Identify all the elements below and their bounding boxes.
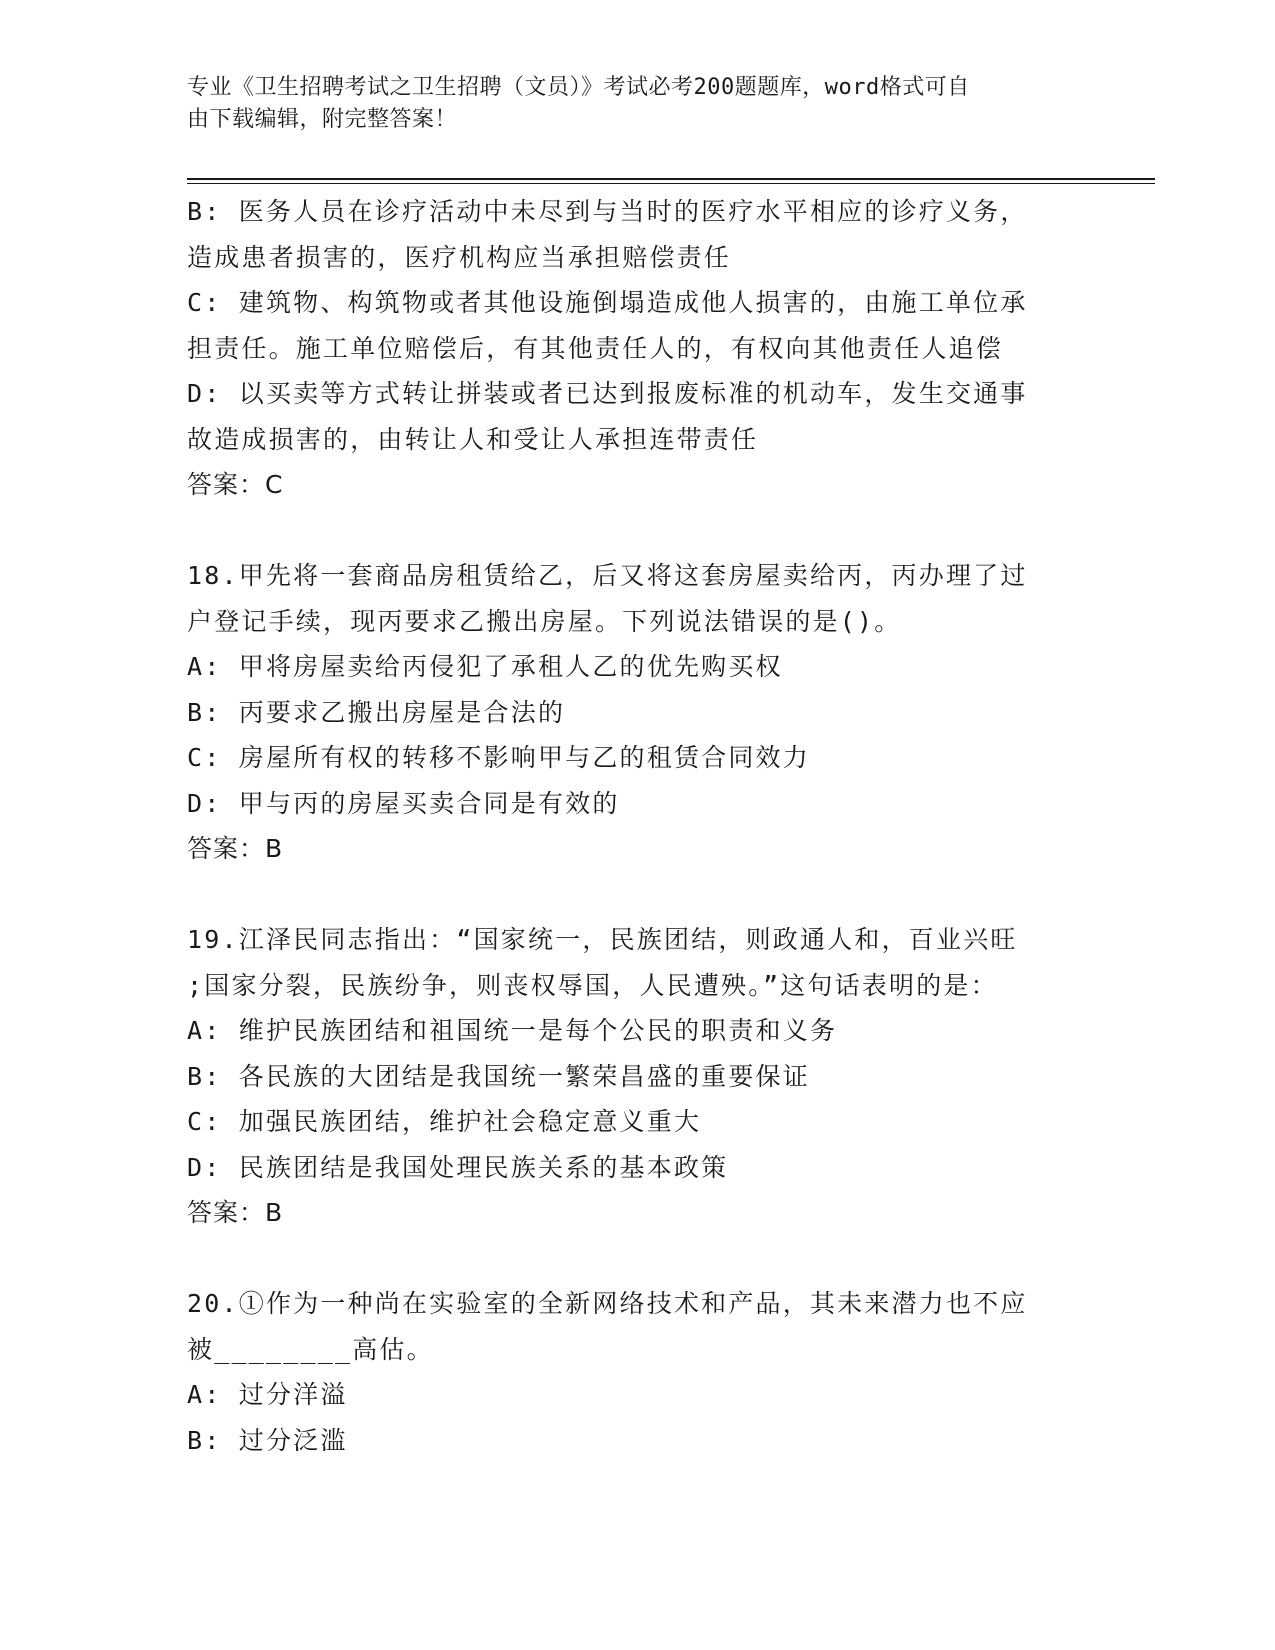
- q17-answer: 答案：C: [187, 470, 284, 499]
- q17-option-c-line-2: 担责任。施工单位赔偿后，有其他责任人的，有权向其他责任人追偿: [187, 333, 1004, 363]
- q17-option-b-line-2: 造成患者损害的，医疗机构应当承担赔偿责任: [187, 242, 732, 272]
- q18-option-a: A: 甲将房屋卖给丙侵犯了承租人乙的优先购买权: [187, 652, 783, 681]
- q17-option-d-line-1: D: 以买卖等方式转让拼装或者已达到报废标准的机动车，发生交通事: [187, 379, 1028, 408]
- q17-option-d-line-2: 故造成损害的，由转让人和受让人承担连带责任: [187, 424, 759, 454]
- question-spacer: [187, 508, 1087, 554]
- q18-answer: 答案：B: [187, 834, 284, 863]
- q18-option-c: C: 房屋所有权的转移不影响甲与乙的租赁合同效力: [187, 743, 810, 772]
- q18-stem-line-2: 户登记手续，现丙要求乙搬出房屋。下列说法错误的是()。: [187, 606, 902, 636]
- q18-option-b: B: 丙要求乙搬出房屋是合法的: [187, 697, 566, 727]
- q19-option-d: D: 民族团结是我国处理民族关系的基本政策: [187, 1152, 729, 1182]
- q20-option-b: B: 过分泛滥: [187, 1425, 348, 1455]
- header-line-2: 由下载编辑，附完整答案！: [187, 107, 458, 132]
- header-line-1: 专业《卫生招聘考试之卫生招聘（文员）》考试必考200题题库，word格式可自: [187, 75, 970, 100]
- question-19: [187, 917, 1087, 1236]
- q17-option-b-line-1: B: 医务人员在诊疗活动中未尽到与当时的医疗水平相应的诊疗义务，: [187, 197, 1028, 226]
- q19-option-b: B: 各民族的大团结是我国统一繁荣昌盛的重要保证: [187, 1061, 810, 1091]
- q20-option-a: A: 过分洋溢: [187, 1380, 348, 1409]
- question-17: [187, 189, 1087, 508]
- q19-stem-line-1: 19.江泽民同志指出：“国家统一，民族团结，则政通人和，百业兴旺: [187, 925, 1018, 954]
- document-body: [187, 189, 1087, 1463]
- question-spacer: [187, 1236, 1087, 1282]
- question-18: [187, 553, 1087, 872]
- q19-option-c: C: 加强民族团结，维护社会稳定意义重大: [187, 1107, 702, 1136]
- q17-option-c-line-1: C: 建筑物、构筑物或者其他设施倒塌造成他人损害的，由施工单位承: [187, 288, 1028, 317]
- question-spacer: [187, 872, 1087, 918]
- q20-stem-line-1: 20.①作为一种尚在实验室的全新网络技术和产品，其未来潜力也不应: [187, 1289, 1028, 1318]
- q19-answer: 答案：B: [187, 1198, 284, 1227]
- q19-stem-line-2: ;国家分裂，民族纷争，则丧权辱国，人民遭殃。”这句话表明的是：: [187, 970, 998, 1000]
- question-20: [187, 1281, 1087, 1463]
- q18-option-d: D: 甲与丙的房屋买卖合同是有效的: [187, 788, 620, 818]
- header-divider-thin: [187, 183, 1155, 184]
- q19-option-a: A: 维护民族团结和祖国统一是每个公民的职责和义务: [187, 1016, 838, 1045]
- q18-stem-line-1: 18.甲先将一套商品房租赁给乙，后又将这套房屋卖给丙，丙办理了过: [187, 561, 1028, 590]
- q20-stem-line-2: 被________高估。: [187, 1334, 434, 1364]
- header-divider-thick: [187, 178, 1155, 180]
- document-header: [187, 72, 1067, 136]
